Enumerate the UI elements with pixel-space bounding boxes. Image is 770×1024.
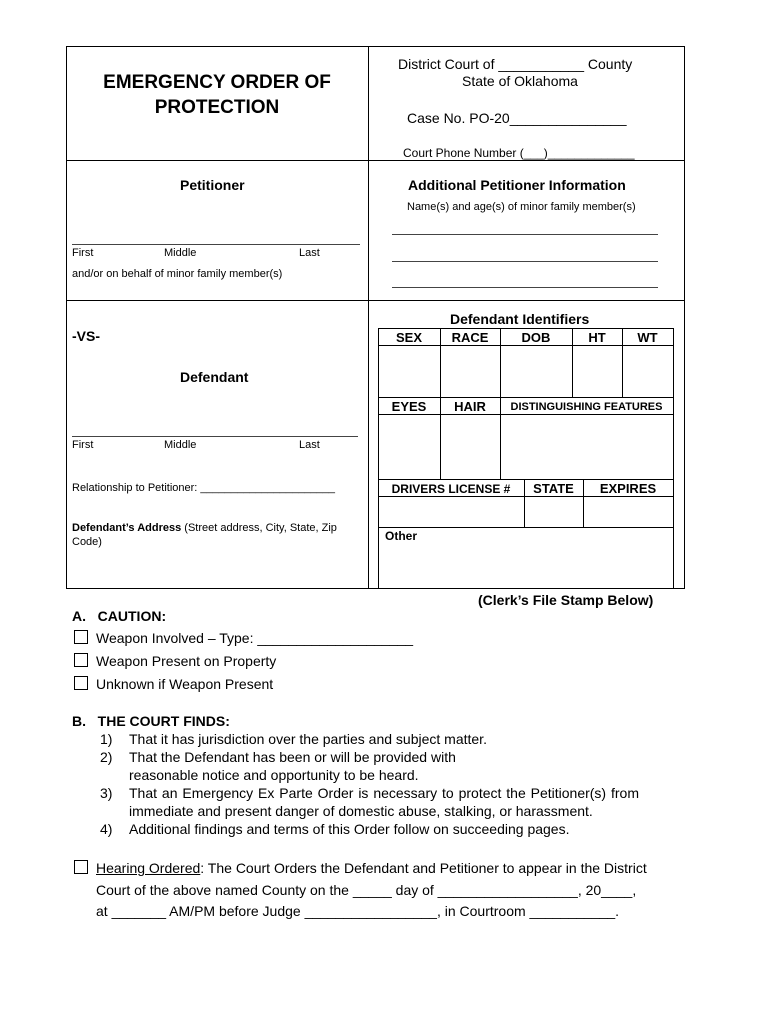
eyes-field[interactable]	[379, 415, 440, 479]
hair-header: HAIR	[454, 399, 486, 414]
finding-1-num: 1)	[100, 731, 113, 747]
minor-members-label: Name(s) and age(s) of minor family member(s)	[407, 201, 636, 213]
finding-2-text: That the Defendant has been or will be provided with	[129, 749, 456, 765]
weapon-present-checkbox[interactable]	[74, 653, 88, 667]
relationship-label: Relationship to Petitioner: ______________________	[72, 482, 335, 494]
finding-3-text-2: immediate and present danger of domestic abuse, stalking, or harassment.	[129, 803, 593, 819]
minor-member-line-2[interactable]	[392, 261, 658, 262]
distinguishing-features-field[interactable]	[501, 415, 673, 479]
versus-label: -VS-	[72, 328, 100, 344]
expires-header: EXPIRES	[599, 481, 657, 496]
hearing-ordered-label: Hearing Ordered	[96, 860, 201, 876]
distinguishing-features-header: DISTINGUISHING FEATURES	[510, 401, 663, 413]
state-header: STATE	[533, 481, 574, 496]
weapon-unknown-checkbox[interactable]	[74, 676, 88, 690]
race-field[interactable]	[441, 346, 500, 397]
petitioner-first-label: First	[72, 247, 94, 259]
petitioner-middle-label: Middle	[164, 247, 197, 259]
other-field[interactable]	[379, 545, 673, 587]
sex-field[interactable]	[379, 346, 440, 397]
address-bold: Defendant’s Address	[72, 522, 182, 534]
address-rest: (Street address, City, State, Zip	[181, 522, 337, 534]
wt-header: WT	[637, 330, 658, 345]
finding-4-num: 4)	[100, 821, 113, 837]
finding-2-num: 2)	[100, 749, 113, 765]
clerk-stamp-label: (Clerk’s File Stamp Below)	[478, 592, 654, 608]
additional-petitioner-heading: Additional Petitioner Information	[408, 177, 626, 193]
petitioner-name-line[interactable]	[72, 244, 360, 245]
caution-heading: A. CAUTION:	[72, 608, 167, 624]
hair-field[interactable]	[441, 415, 500, 479]
petitioner-behalf-label: and/or on behalf of minor family member(s)	[72, 268, 283, 280]
wt-field[interactable]	[623, 346, 673, 397]
race-header: RACE	[451, 330, 489, 345]
caution-weapon-involved[interactable]: Weapon Involved – Type: ____________________	[74, 630, 413, 646]
finding-3-text: That an Emergency Ex Parte Order is necessary to protect the Petitioner(s) from	[129, 785, 639, 801]
finding-3-num: 3)	[100, 785, 113, 801]
defendant-middle-label: Middle	[164, 439, 197, 451]
hearing-line-3: at _______ AM/PM before Judge _________________, in Courtroom ___________.	[96, 903, 620, 919]
form-title: EMERGENCY ORDER OF PROTECTION	[103, 72, 331, 118]
hearing-line-2: Court of the above named County on the _____ day of __________________, 20____,	[96, 882, 637, 898]
caution-weapon-unknown[interactable]: Unknown if Weapon Present	[74, 676, 273, 692]
court-name: District Court of ___________ County	[398, 56, 633, 72]
defendant-name-line[interactable]	[72, 436, 358, 437]
state-field[interactable]	[525, 497, 583, 527]
caution-weapon-present[interactable]: Weapon Present on Property	[74, 653, 276, 669]
hearing-line-1-rest: : The Court Orders the Defendant and Petitioner to appear in the District	[200, 860, 647, 876]
case-number: Case No. PO-20_______________	[407, 110, 627, 126]
defendant-heading: Defendant	[180, 369, 249, 385]
petitioner-last-label: Last	[299, 247, 320, 259]
defendant-last-label: Last	[299, 439, 320, 451]
dob-field[interactable]	[501, 346, 572, 397]
drivers-license-field[interactable]	[379, 497, 524, 527]
drivers-license-header: DRIVERS LICENSE #	[391, 482, 511, 496]
other-label: Other	[385, 529, 418, 543]
address-line2: Code)	[72, 536, 102, 548]
defendant-first-label: First	[72, 439, 94, 451]
court-state: State of Oklahoma	[462, 73, 578, 89]
expires-field[interactable]	[584, 497, 673, 527]
dob-header: DOB	[521, 330, 551, 345]
sex-header: SEX	[395, 330, 422, 345]
hearing-ordered-checkbox[interactable]	[74, 860, 88, 874]
minor-member-line-3[interactable]	[392, 287, 658, 288]
ht-field[interactable]	[573, 346, 622, 397]
eyes-header: EYES	[391, 399, 427, 414]
weapon-involved-checkbox[interactable]	[74, 630, 88, 644]
findings-heading: B. THE COURT FINDS:	[72, 713, 230, 729]
ht-header: HT	[588, 330, 606, 345]
finding-4-text: Additional findings and terms of this Order follow on succeeding pages.	[129, 821, 570, 837]
hearing-line-1	[74, 860, 647, 876]
petitioner-heading: Petitioner	[180, 177, 245, 193]
court-phone: Court Phone Number (___)_____________	[403, 146, 635, 160]
defendant-address-label	[72, 521, 337, 549]
finding-1-text: That it has jurisdiction over the parties and subject matter.	[129, 731, 487, 747]
minor-member-line-1[interactable]	[392, 234, 658, 235]
identifiers-heading: Defendant Identifiers	[450, 311, 590, 327]
finding-2-text-2: reasonable notice and opportunity to be heard.	[129, 767, 419, 783]
